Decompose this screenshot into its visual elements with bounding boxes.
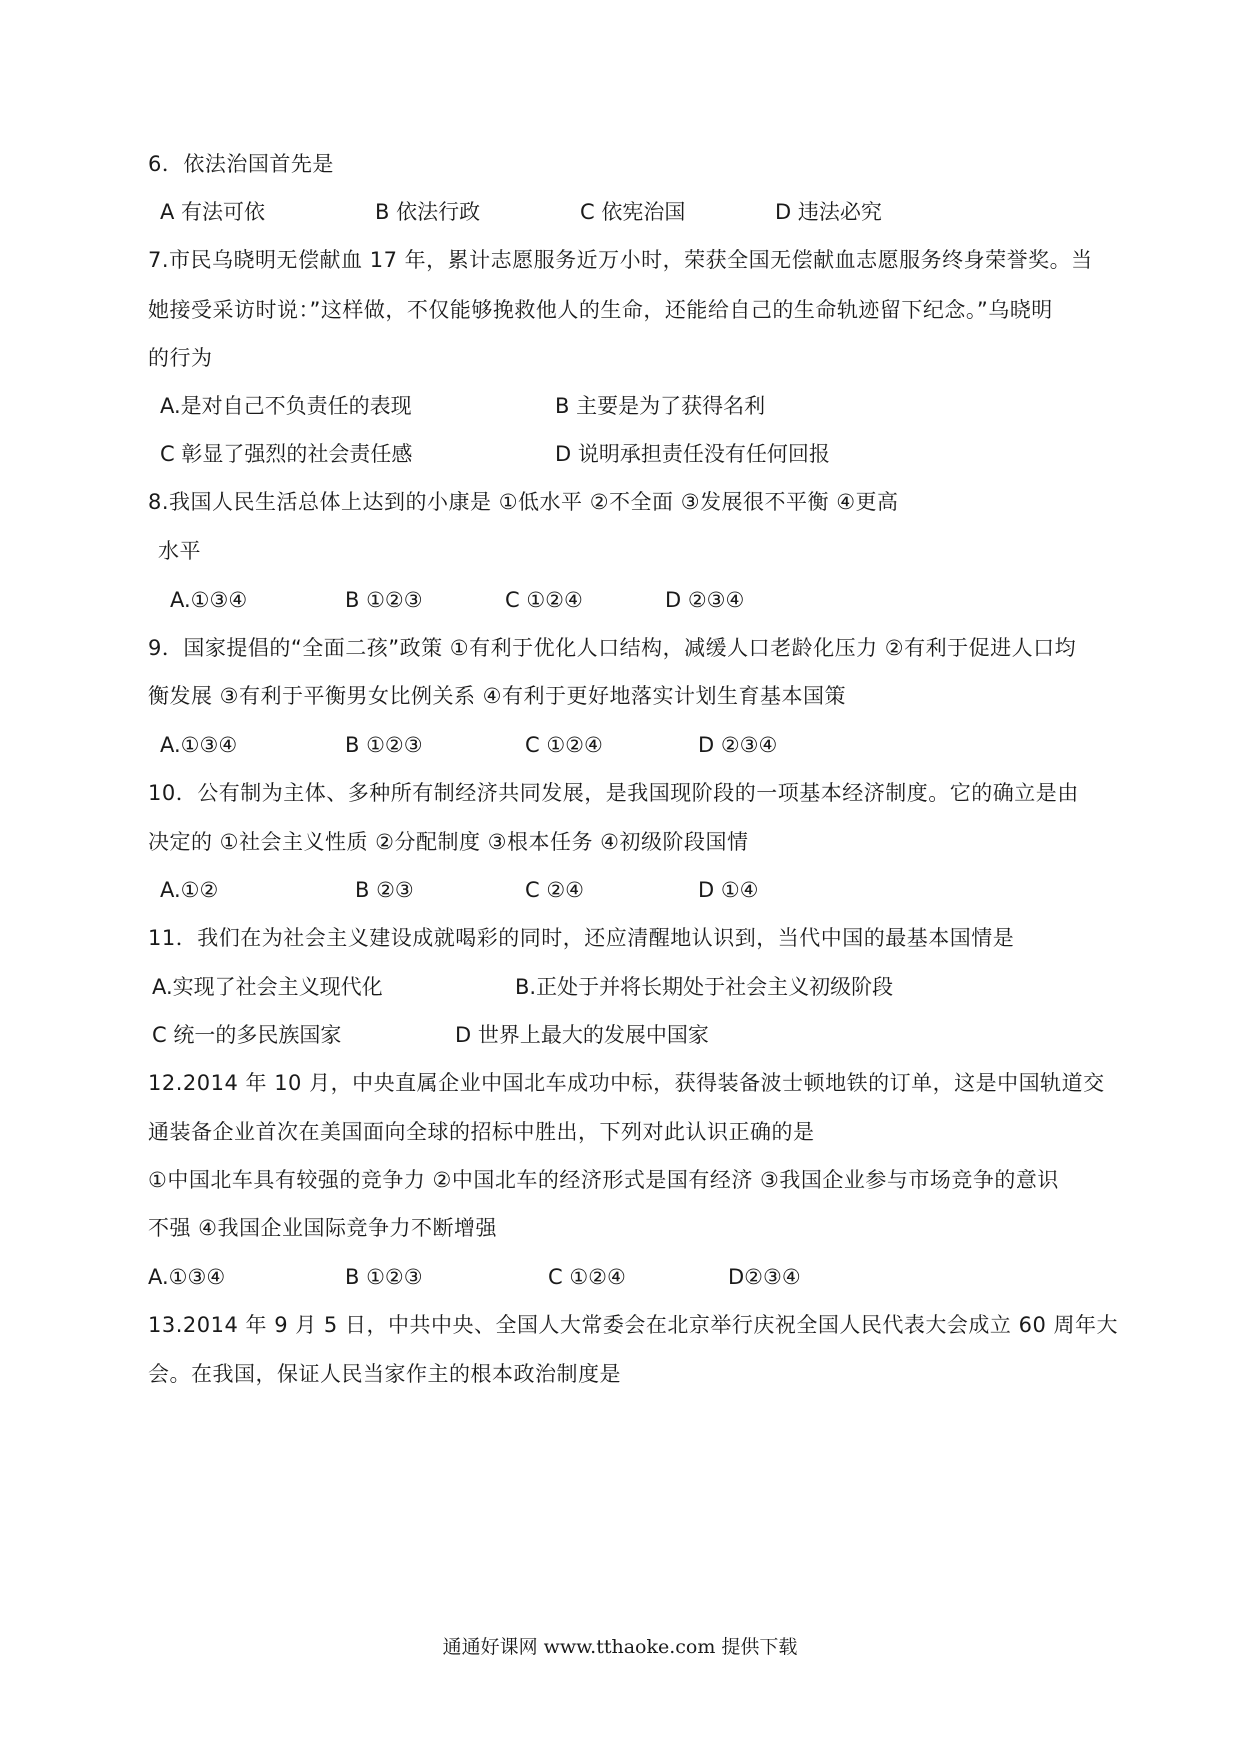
q8-option-b: B ①②③ [345, 588, 423, 612]
q11-option-a: A.实现了社会主义现代化 [152, 975, 383, 999]
q12-option-c: C ①②④ [548, 1265, 626, 1289]
q10-option-c: C ②④ [525, 878, 584, 902]
q9-option-a: A.①③④ [160, 733, 238, 757]
q9-option-b: B ①②③ [345, 733, 423, 757]
q7-stem-line-2: 她接受采访时说：”这样做，不仅能够挽救他人的生命，还能给自己的生命轨迹留下纪念。”乌晓明 [148, 298, 1053, 322]
q7-option-c: C 彰显了强烈的社会责任感 [160, 442, 413, 466]
q7-option-a: A.是对自己不负责任的表现 [160, 394, 412, 418]
q7-stem-line-1: 7.市民乌晓明无偿献血 17 年，累计志愿服务近万小时，荣获全国无偿献血志愿服务终身荣誉奖。当 [148, 248, 1093, 272]
q10-stem-line-1: 10．公有制为主体、多种所有制经济共同发展，是我国现阶段的一项基本经济制度。它的确立是由 [148, 781, 1079, 805]
q6-option-b: B 依法行政 [375, 200, 481, 224]
q8-option-d: D ②③④ [665, 588, 745, 612]
q9-stem-line-1: 9．国家提倡的“全面二孩”政策 ①有利于优化人口结构，减缓人口老龄化压力 ②有利于促进人口均 [148, 636, 1077, 660]
q10-option-b: B ②③ [355, 878, 414, 902]
q6-option-a: A 有法可依 [160, 200, 266, 224]
q9-option-d: D ②③④ [698, 733, 778, 757]
q11-option-c: C 统一的多民族国家 [152, 1023, 342, 1047]
q11-stem: 11．我们在为社会主义建设成就喝彩的同时，还应清醒地认识到，当代中国的最基本国情是 [148, 926, 1015, 950]
q7-option-b: B 主要是为了获得名利 [555, 394, 766, 418]
footer-download-note: 通通好课网 www.tthaoke.com 提供下载 [442, 1636, 798, 1658]
q7-stem-line-3: 的行为 [148, 346, 213, 370]
q12-option-b: B ①②③ [345, 1265, 423, 1289]
q11-option-d: D 世界上最大的发展中国家 [455, 1023, 709, 1047]
q6-option-d: D 违法必究 [775, 200, 882, 224]
q12-stem-line-2: 通装备企业首次在美国面向全球的招标中胜出，下列对此认识正确的是 [148, 1120, 815, 1144]
q8-option-c: C ①②④ [505, 588, 583, 612]
q10-option-a: A.①② [160, 878, 219, 902]
q13-stem-line-2: 会。在我国，保证人民当家作主的根本政治制度是 [148, 1362, 621, 1386]
q12-stem-line-3: ①中国北车具有较强的竞争力 ②中国北车的经济形式是国有经济 ③我国企业参与市场竞争的意识 [148, 1168, 1059, 1192]
q11-option-b: B.正处于并将长期处于社会主义初级阶段 [515, 975, 894, 999]
q10-option-d: D ①④ [698, 878, 759, 902]
q8-stem-line-2: 水平 [158, 539, 201, 563]
q12-option-d: D②③④ [728, 1265, 801, 1289]
q6-stem: 6．依法治国首先是 [148, 152, 334, 176]
q12-option-a: A.①③④ [148, 1265, 226, 1289]
q12-stem-line-1: 12.2014 年 10 月，中央直属企业中国北车成功中标，获得装备波士顿地铁的订单，这是中国轨道交 [148, 1071, 1105, 1095]
q12-stem-line-4: 不强 ④我国企业国际竞争力不断增强 [148, 1216, 498, 1240]
q7-option-d: D 说明承担责任没有任何回报 [555, 442, 830, 466]
q8-option-a: A.①③④ [170, 588, 248, 612]
q6-option-c: C 依宪治国 [580, 200, 686, 224]
q9-option-c: C ①②④ [525, 733, 603, 757]
q13-stem-line-1: 13.2014 年 9 月 5 日，中共中央、全国人大常委会在北京举行庆祝全国人民代表大会成立 60 周年大 [148, 1313, 1119, 1337]
q8-stem-line-1: 8.我国人民生活总体上达到的小康是 ①低水平 ②不全面 ③发展很不平衡 ④更高 [148, 490, 899, 514]
q9-stem-line-2: 衡发展 ③有利于平衡男女比例关系 ④有利于更好地落实计划生育基本国策 [148, 684, 847, 708]
q10-stem-line-2: 决定的 ①社会主义性质 ②分配制度 ③根本任务 ④初级阶段国情 [148, 830, 749, 854]
